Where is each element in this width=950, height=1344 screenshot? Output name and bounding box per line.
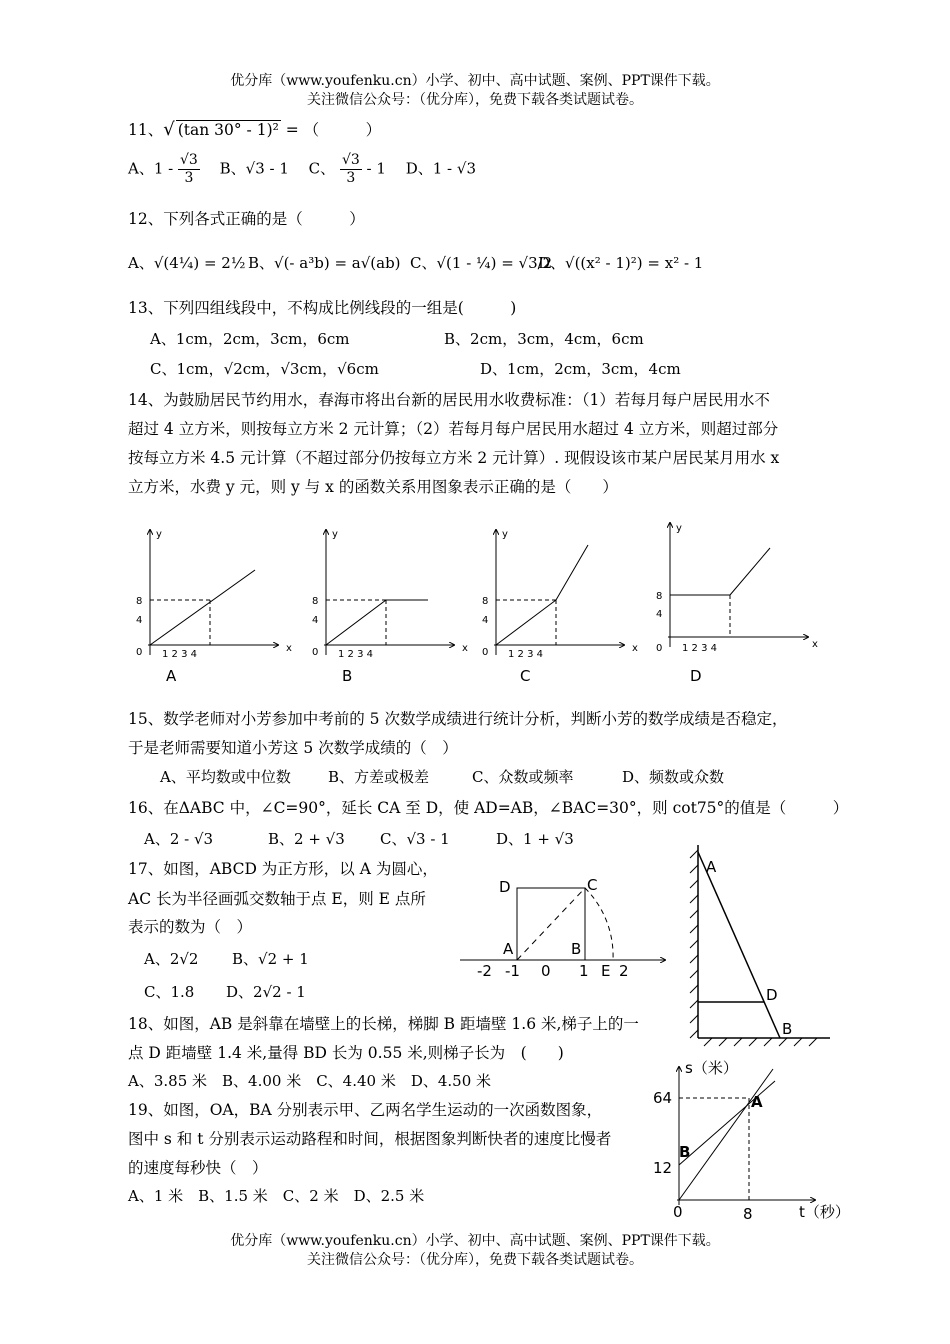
q15-line-1: 15、数学老师对小芳参加中考前的 5 次数学成绩进行统计分析，判断小芳的数学成绩是否稳定， [128, 710, 788, 728]
q14-line-2: 超过 4 立方米，则按每立方米 2 元计算；（2）若每月每户居民用水超过 4 立方米，则超过部分 [128, 420, 779, 438]
graph-c [482, 529, 638, 685]
q16-option-a: A、2 - √3 [144, 830, 214, 848]
q17-line-1: 17、如图，ABCD 为正方形，以 A 为圆心， [128, 860, 438, 878]
q17-line-2: AC 长为半径画弧交数轴于点 E，则 E 点所 [128, 890, 426, 908]
svg-text:-1: -1 [505, 962, 520, 980]
svg-text:8: 8 [312, 596, 319, 607]
svg-text:t（秒）: t（秒） [799, 1203, 850, 1221]
svg-text:0: 0 [673, 1203, 683, 1221]
svg-text:B: B [679, 1143, 691, 1161]
svg-text:A: A [503, 940, 514, 958]
q18-line-1: 18、如图，AB 是斜靠在墙壁上的长梯，梯脚 B 距墙壁 1.6 米,梯子上的一 [128, 1015, 639, 1033]
svg-text:C: C [587, 876, 598, 894]
svg-text:B: B [782, 1020, 793, 1038]
q17-figure [455, 868, 675, 983]
q19-line-2: 图中 s 和 t 分别表示运动路程和时间，根据图象判断快者的速度比慢者 [128, 1130, 612, 1148]
svg-text:0: 0 [136, 647, 143, 658]
q12-stem: 12、下列各式正确的是（ ） [128, 210, 365, 228]
q19-figure [645, 1055, 860, 1225]
q11-options: A、1 - $\frac{√3}{3}$ B、√3 - 1 C、 $\frac{√3}{3}$ - 1 D、1 - √3 [128, 152, 476, 186]
q13-stem: 13、下列四组线段中，不构成比例线段的一组是( ) [128, 299, 517, 317]
svg-text:D: D [690, 667, 702, 685]
q14-line-1: 14、为鼓励居民节约用水，春海市将出台新的居民用水收费标准：（1）若每月每户居民用水不 [128, 391, 770, 409]
q13-option-d: D、1cm，2cm，3cm，4cm [480, 360, 681, 378]
svg-text:4: 4 [482, 615, 489, 626]
header-line-1: 优分库（www.youfenku.cn）小学、初中、高中试题、案例、PPT课件下载。 [230, 73, 720, 89]
svg-text:x: x [632, 643, 638, 654]
svg-text:D: D [499, 878, 511, 896]
q17-option-b: B、√2 + 1 [232, 950, 309, 968]
q14-line-3: 按每立方米 4.5 元计算（不超过部分仍按每立方米 2 元计算）. 现假设该市某户居民某月用水 x [128, 449, 780, 467]
q13-option-b: B、2cm，3cm，4cm，6cm [444, 330, 644, 348]
q11-a-fraction: $\frac{√3}{3}$ [180, 152, 198, 186]
q19-options: A、1 米 B、1.5 米 C、2 米 D、2.5 米 [128, 1187, 425, 1205]
svg-text:y: y [156, 529, 162, 540]
svg-text:x: x [286, 643, 292, 654]
svg-text:B: B [571, 940, 582, 958]
svg-text:D: D [766, 986, 778, 1004]
svg-text:4: 4 [136, 615, 143, 626]
svg-text:0: 0 [482, 647, 489, 658]
q16-option-b: B、2 + √3 [268, 830, 345, 848]
svg-text:A: A [166, 667, 177, 685]
q18-figure [682, 840, 842, 1050]
q12-option-c: C、√(1 - ¼) = √3/2 [410, 254, 553, 272]
q15-line-2: 于是老师需要知道小芳这 5 次数学成绩的（ ） [128, 739, 458, 757]
svg-text:0: 0 [541, 962, 551, 980]
q16-option-c: C、√3 - 1 [380, 830, 450, 848]
svg-text:A: A [751, 1093, 763, 1111]
footer-line-1: 优分库（www.youfenku.cn）小学、初中、高中试题、案例、PPT课件下载。 [230, 1233, 720, 1249]
q19-line-1: 19、如图，OA，BA 分别表示甲、乙两名学生运动的一次函数图象， [128, 1101, 603, 1119]
q11-c-fraction: $\frac{√3}{3}$ [341, 152, 360, 186]
q12-option-a: A、√(4¼) = 2½ [128, 254, 246, 272]
svg-text:E: E [601, 962, 611, 980]
q18-line-2: 点 D 距墙壁 1.4 米,量得 BD 长为 0.55 米,则梯子长为 ( ) [128, 1044, 564, 1062]
svg-text:2: 2 [619, 962, 629, 980]
q13-option-a: A、1cm，2cm，3cm，6cm [150, 330, 350, 348]
q12-option-b: B、√(- a³b) = a√(ab) [248, 254, 401, 272]
footer-line-2: 关注微信公众号：（优分库），免费下载各类试题试卷。 [307, 1252, 643, 1268]
svg-text:B: B [342, 667, 353, 685]
q16-stem: 16、在ΔABC 中，∠C=90°，延长 CA 至 D，使 AD=AB，∠BAC=30°，则 cot75°的值是（ ） [128, 799, 849, 817]
svg-text:64: 64 [653, 1089, 673, 1107]
q15-option-c: C、众数或频率 [472, 768, 574, 786]
q13-option-c: C、1cm，√2cm，√3cm，√6cm [150, 360, 379, 378]
q12-option-d: D、√((x² - 1)²) = x² - 1 [538, 254, 704, 272]
svg-text:12: 12 [653, 1159, 673, 1177]
svg-text:8: 8 [656, 591, 663, 602]
graph-a [136, 529, 292, 685]
q15-option-d: D、频数或众数 [622, 768, 725, 786]
svg-text:1 2 3 4: 1 2 3 4 [682, 643, 717, 654]
svg-text:4: 4 [656, 609, 663, 620]
q15-option-b: B、方差或极差 [328, 768, 430, 786]
svg-text:1 2 3 4: 1 2 3 4 [338, 649, 373, 660]
svg-text:x: x [462, 643, 468, 654]
q17-option-d: D、2√2 - 1 [226, 983, 306, 1001]
svg-text:8: 8 [482, 596, 489, 607]
svg-text:y: y [676, 523, 682, 534]
svg-text:s（米）: s（米） [685, 1059, 738, 1077]
svg-text:-2: -2 [477, 962, 492, 980]
q17-option-a: A、2√2 [144, 950, 199, 968]
q14-graphs [120, 515, 840, 690]
svg-text:x: x [812, 639, 818, 650]
svg-text:8: 8 [743, 1205, 753, 1223]
q16-option-d: D、1 + √3 [496, 830, 574, 848]
header-line-2: 关注微信公众号：（优分库），免费下载各类试题试卷。 [307, 92, 643, 108]
svg-text:4: 4 [312, 615, 319, 626]
svg-text:1: 1 [579, 962, 589, 980]
q17-option-c: C、1.8 [144, 983, 195, 1001]
q11-stem: 11、√ (tan 30° - 1)² = （ ） [128, 119, 382, 140]
svg-text:1 2 3 4: 1 2 3 4 [162, 649, 197, 660]
svg-text:0: 0 [656, 643, 663, 654]
q19-line-3: 的速度每秒快（ ） [128, 1159, 268, 1177]
svg-text:1 2 3 4: 1 2 3 4 [508, 649, 543, 660]
q15-option-a: A、平均数或中位数 [160, 768, 291, 786]
graph-d [656, 523, 818, 685]
svg-text:0: 0 [312, 647, 319, 658]
q14-line-4: 立方米，水费 y 元，则 y 与 x 的函数关系用图象表示正确的是（ ） [128, 478, 618, 496]
q17-line-3: 表示的数为（ ） [128, 918, 253, 936]
q18-options: A、3.85 米 B、4.00 米 C、4.40 米 D、4.50 米 [128, 1072, 492, 1090]
svg-text:8: 8 [136, 596, 143, 607]
svg-text:y: y [332, 529, 338, 540]
svg-text:A: A [706, 858, 717, 876]
svg-text:C: C [520, 667, 531, 685]
graph-b [312, 529, 468, 685]
svg-text:y: y [502, 529, 508, 540]
